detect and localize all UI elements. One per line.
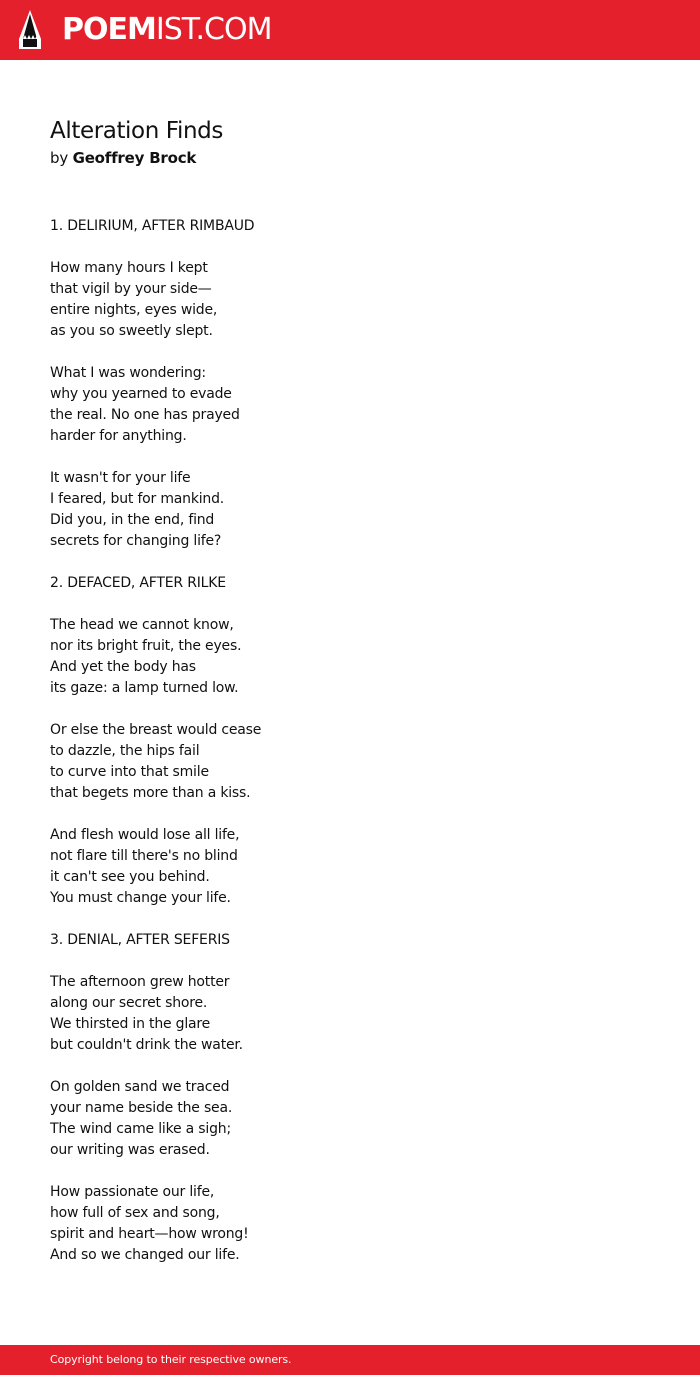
poem-line: its gaze: a lamp turned low. <box>50 680 239 696</box>
site-name-bold: POEM <box>62 12 156 47</box>
poem-line: Did you, in the end, find <box>50 512 215 528</box>
poem-line: And yet the body has <box>50 659 196 675</box>
poem-line: but couldn't drink the water. <box>50 1037 243 1053</box>
poem-line: It wasn't for your life <box>50 470 191 486</box>
stanza-break <box>50 951 650 972</box>
by-label: by <box>50 149 68 167</box>
poem-line: as you so sweetly slept. <box>50 323 213 339</box>
stanza-break <box>50 699 650 720</box>
poem-line: nor its bright fruit, the eyes. <box>50 638 242 654</box>
site-footer <box>0 1345 700 1375</box>
poem-line: not flare till there's no blind <box>50 848 238 864</box>
poem-line: How passionate our life, <box>50 1184 215 1200</box>
poem-body <box>50 216 650 1266</box>
stanza-break <box>50 909 650 930</box>
poem-line: secrets for changing life? <box>50 533 222 549</box>
poem-line: our writing was erased. <box>50 1142 210 1158</box>
poem-line: The wind came like a sigh; <box>50 1121 231 1137</box>
stanza-break <box>50 594 650 615</box>
site-name <box>62 9 271 51</box>
poem-line: harder for anything. <box>50 428 187 444</box>
poem-line: 1. DELIRIUM, AFTER RIMBAUD <box>50 218 255 234</box>
stanza-break <box>50 804 650 825</box>
stanza-break <box>50 552 650 573</box>
pen-nib-icon <box>16 9 44 51</box>
poem-line: spirit and heart—how wrong! <box>50 1226 249 1242</box>
poem-line: to curve into that smile <box>50 764 209 780</box>
poem-line: 3. DENIAL, AFTER SEFERIS <box>50 932 230 948</box>
poem-line: your name beside the sea. <box>50 1100 233 1116</box>
poem-line: why you yearned to evade <box>50 386 232 402</box>
site-logo[interactable] <box>16 9 271 51</box>
author-name: Geoffrey Brock <box>72 149 197 167</box>
poem-line: What I was wondering: <box>50 365 206 381</box>
poem-line: How many hours I kept <box>50 260 208 276</box>
copyright-text: Copyright belong to their respective owners. <box>50 1353 292 1366</box>
poem-line: The afternoon grew hotter <box>50 974 230 990</box>
stanza-break <box>50 237 650 258</box>
poem-line: how full of sex and song, <box>50 1205 220 1221</box>
poem-line: We thirsted in the glare <box>50 1016 211 1032</box>
poem-line: the real. No one has prayed <box>50 407 240 423</box>
poem-line: along our secret shore. <box>50 995 208 1011</box>
poem-line: You must change your life. <box>50 890 231 906</box>
site-header <box>0 0 700 60</box>
stanza-break <box>50 342 650 363</box>
poem-line: And so we changed our life. <box>50 1247 240 1263</box>
poem-line: entire nights, eyes wide, <box>50 302 218 318</box>
poem-line: to dazzle, the hips fail <box>50 743 200 759</box>
poem-line: that vigil by your side— <box>50 281 212 297</box>
poem-line: I feared, but for mankind. <box>50 491 225 507</box>
poem-line: Or else the breast would cease <box>50 722 262 738</box>
stanza-break <box>50 1056 650 1077</box>
poem-line: it can't see you behind. <box>50 869 210 885</box>
poem-line: 2. DEFACED, AFTER RILKE <box>50 575 226 591</box>
poem-line: that begets more than a kiss. <box>50 785 251 801</box>
site-name-light: IST.COM <box>155 12 272 47</box>
poem-line: On golden sand we traced <box>50 1079 230 1095</box>
poem-title: Alteration Finds <box>50 118 223 144</box>
poem-line: And flesh would lose all life, <box>50 827 240 843</box>
poem-line: The head we cannot know, <box>50 617 234 633</box>
stanza-break <box>50 447 650 468</box>
stanza-break <box>50 1161 650 1182</box>
poem-content <box>50 116 650 1266</box>
byline <box>50 146 650 170</box>
